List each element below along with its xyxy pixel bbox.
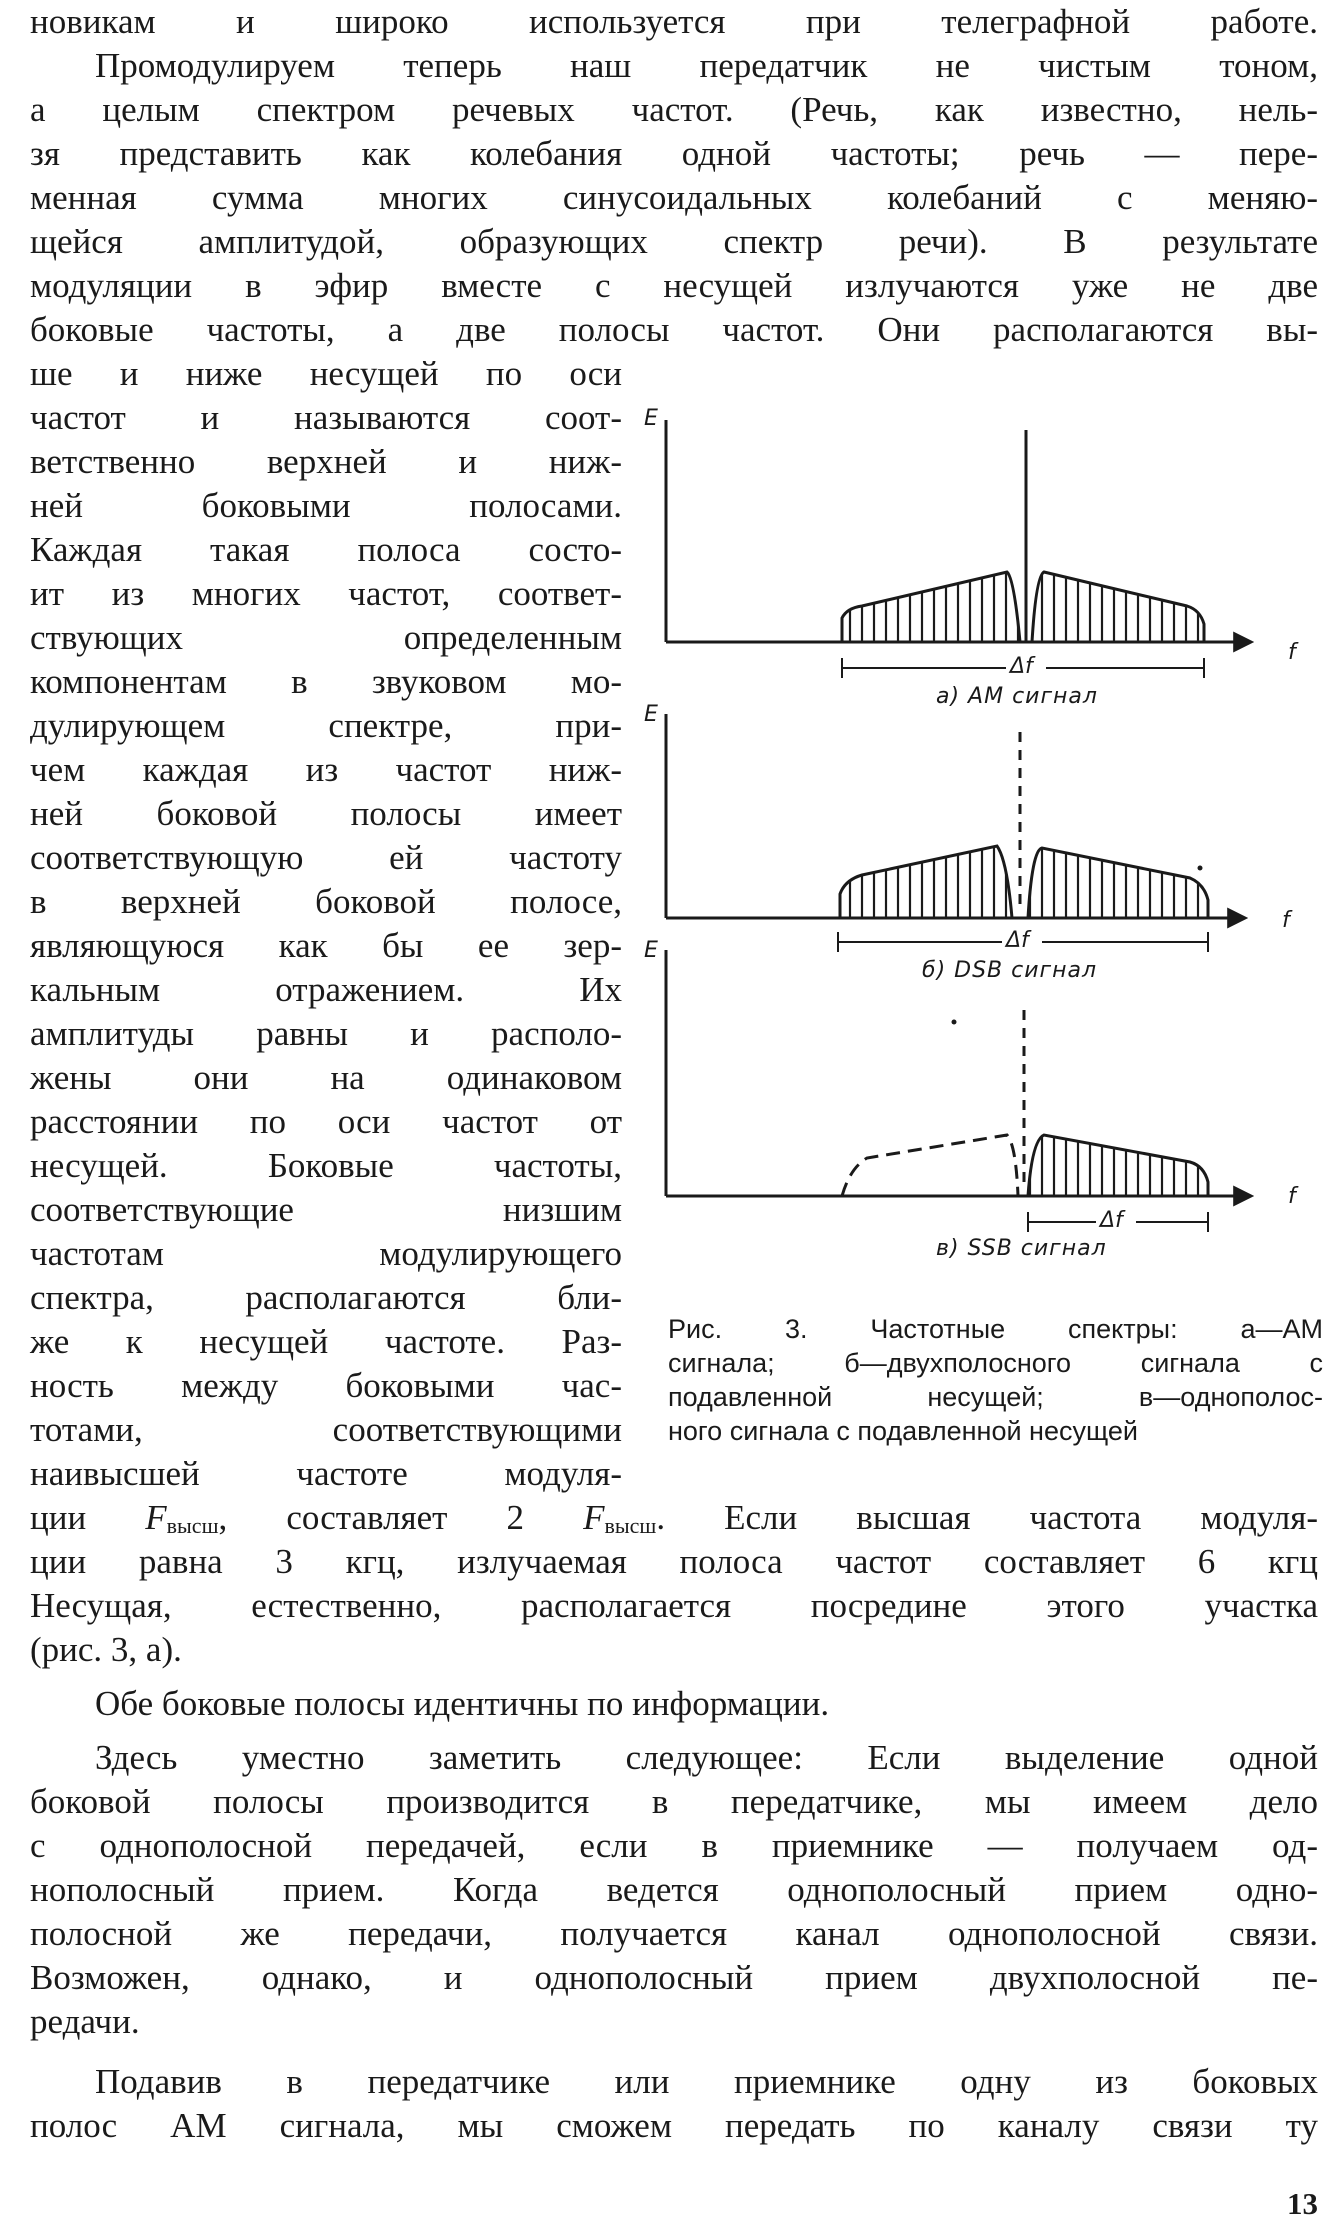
text-line: амплитуды равны и располо- [30,1014,622,1053]
text-line: чем каждая из частот ниж- [30,750,622,789]
text-line: ствующих определенным [30,618,622,657]
text-line: тотами, соответствующими [30,1410,622,1449]
panel-label-dsb: б) DSB сигнал [922,958,1098,983]
text-line: боковые частоты, а две полосы частот. Они располагаются вы- [30,310,1318,349]
text-line: соответствующую ей частоту [30,838,622,877]
delta-f-label: Δf [1100,1208,1123,1233]
text-line: щейся амплитудой, образующих спектр речи). В результате [30,222,1318,261]
text-line: Подавив в передатчике или приемнике одну из боковых [95,2062,1318,2101]
text-line: ней боковой полосы имеет [30,794,622,833]
upper-sideband-a [1032,572,1204,642]
text-line: компонентам в звуковом мо- [30,662,622,701]
text-line: ность между боковыми час- [30,1366,622,1405]
text-line: полосной же передачи, получается канал однополосной связи. [30,1914,1318,1953]
text-line: Промодулируем теперь наш передатчик не чистым тоном, [95,46,1318,85]
caption-line: подавленной несущей; в—однополос- [668,1382,1323,1412]
lower-sideband-b [840,846,1012,918]
text-line: жены они на одинаковом [30,1058,622,1097]
text-line: модуляции в эфир вместе с несущей излучаются уже не две [30,266,1318,305]
text-line: наивысшей частоте модуля- [30,1454,622,1493]
text-line: ше и ниже несущей по оси [30,354,622,393]
axis-label-f: f [1288,1184,1296,1209]
panel-label-ssb: в) SSB сигнал [936,1236,1107,1261]
text-line: соответствующие низшим [30,1190,622,1229]
text-line: ветственно верхней и ниж- [30,442,622,481]
lower-sideband-a [842,572,1020,642]
suppressed-lower-sideband [842,1135,1018,1196]
delta-f-label: Δf [1006,928,1029,953]
panel-dsb [666,714,1244,954]
axis-label-e: E [644,938,658,963]
text-line: спектра, располагаются бли- [30,1278,622,1317]
text-line: частот и называются соот- [30,398,622,437]
text-line: расстоянии по оси частот от [30,1102,622,1141]
caption-line: сигнала; б—двухполосного сигнала с [668,1348,1323,1378]
text-line: Возможен, однако, и однополосный прием двухполосной пе- [30,1958,1318,1997]
panel-ssb [666,950,1250,1234]
axis-label-f: f [1282,908,1290,933]
text-line: зя представить как колебания одной частоты; речь — пере- [30,134,1318,173]
caption-line: Рис. 3. Частотные спектры: а—АМ [668,1314,1323,1344]
text-line: новикам и широко используется при телеграфной работе. [30,2,1318,41]
text-line: в верхней боковой полосе, [30,882,622,921]
text-line: менная сумма многих синусоидальных колебаний с меняю- [30,178,1318,217]
text-line: редачи. [30,2002,140,2041]
text-line: Здесь уместно заметить следующее: Если выделение одной [95,1738,1318,1777]
text-line: несущей. Боковые частоты, [30,1146,622,1185]
text-line: частотам модулирующего [30,1234,622,1273]
figure-caption [668,1312,1323,1448]
text-line: боковой полосы производится в передатчике, мы имеем дело [30,1782,1318,1821]
upper-sideband-b [1028,848,1208,918]
paragraph-line: Обе боковые полосы идентичны по информации. [95,1684,830,1723]
text-line: (рис. 3, а). [30,1630,182,1669]
text-line: полос АМ сигнала, мы сможем передать по каналу связи ту [30,2106,1318,2145]
spectrum-diagrams [652,410,1332,1270]
text-line: Каждая такая полоса состо- [30,530,622,569]
text-line: ней боковыми полосами. [30,486,622,525]
caption-line: ного сигнала с подавленной несущей [668,1416,1138,1446]
delta-f-label: Δf [1010,654,1033,679]
text-line: являющуюся как бы ее зер- [30,926,622,965]
axis-label-e: E [644,406,658,431]
page-number: 13 [1287,2186,1318,2221]
text-line: же к несущей частоте. Раз- [30,1322,622,1361]
text-line: а целым спектром речевых частот. (Речь, как известно, нель- [30,90,1318,129]
text-line: ит из многих частот, соответ- [30,574,622,613]
axis-label-f: f [1288,640,1296,665]
text-line-fhigh: ции $F_{высш}$, составляет 2 $F_{высш}$. Если высшая частота модуля- [30,1498,1318,1538]
upper-sideband-c [1028,1135,1208,1196]
panel-am [666,420,1250,680]
text-line: с однополосной передачей, если в приемнике — получаем од- [30,1826,1318,1865]
text-line: нополосный прием. Когда ведется однополосный прием одно- [30,1870,1318,1909]
spectrum-figure [644,406,1332,1270]
text-line: Несущая, естественно, располагается посредине этого участка [30,1586,1318,1625]
panel-label-am: а) АМ сигнал [936,684,1098,709]
text-line: ции равна 3 кгц, излучаемая полоса частот составляет 6 кгц [30,1542,1318,1581]
text-line: дулирующем спектре, при- [30,706,622,745]
text-line: кальным отражением. Их [30,970,622,1009]
axis-label-e: E [644,702,658,727]
